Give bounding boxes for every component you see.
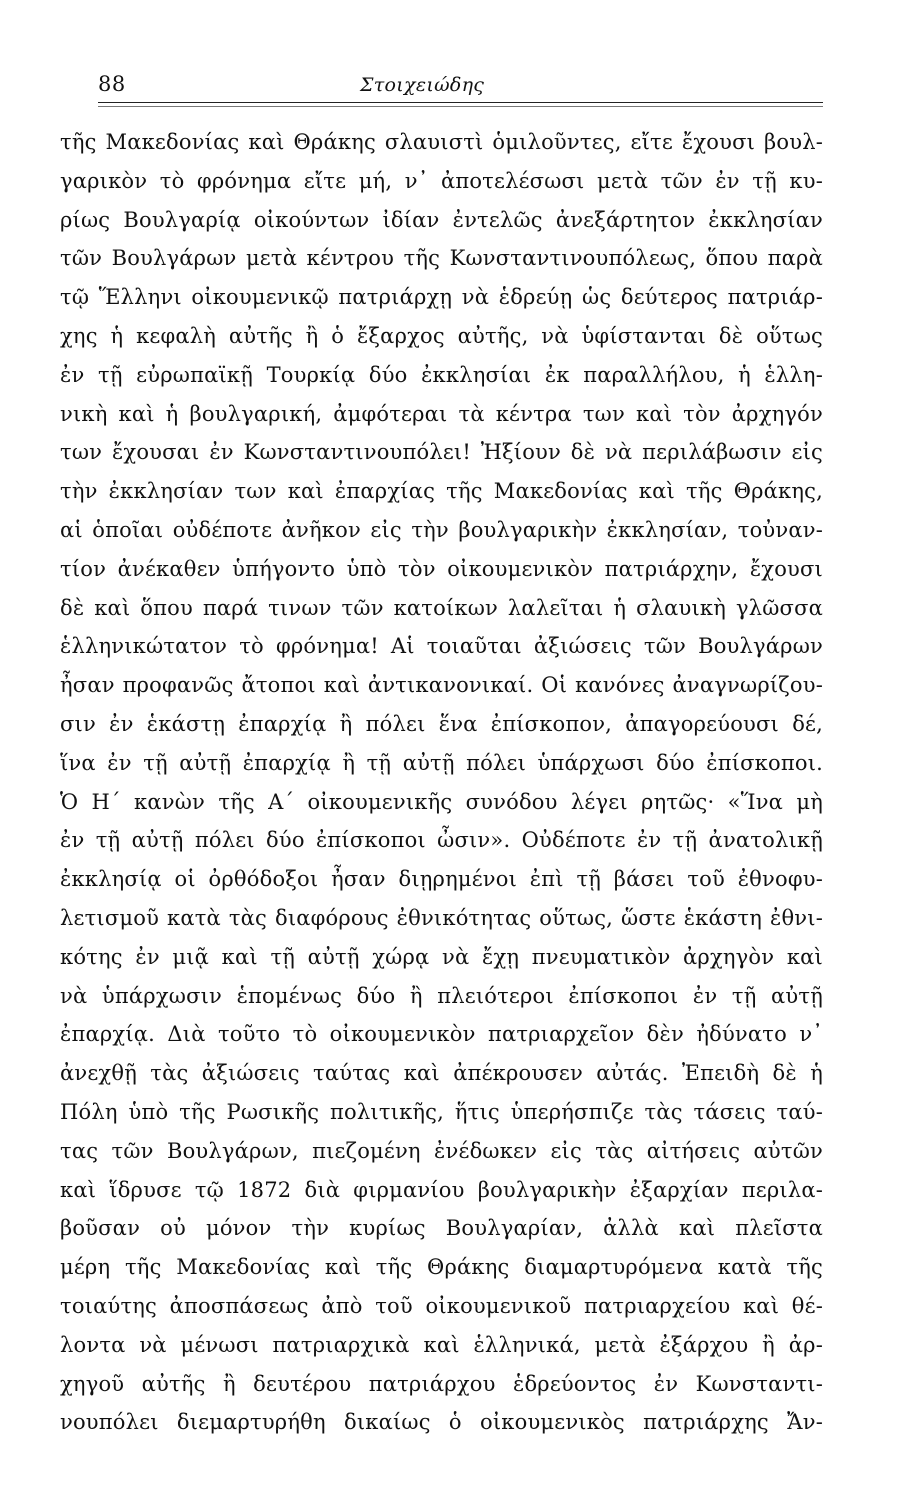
header-rule xyxy=(98,102,823,103)
text-line: βοῦσαν οὐ μόνον τὴν κυρίως Βουλγαρίαν, ἀλλὰ καὶ πλεῖστα xyxy=(60,1216,823,1241)
text-line: τας τῶν Βουλγάρων, πιεζομένη ἐνέδωκεν εἰς τὰς αἰτήσεις αὐτῶν xyxy=(60,1138,823,1163)
text-line: Ὁ Η´ κανὼν τῆς Α´ οἰκουμενικῆς συνόδου λέγει ρητῶς· «Ἵνα μὴ xyxy=(60,789,823,814)
text-line: νουπόλει διεμαρτυρήθη δικαίως ὁ οἰκουμενικὸς πατριάρχης Ἄν- xyxy=(60,1410,823,1435)
text-line: ἑλληνικώτατον τὸ φρόνημα! Αἱ τοιαῦται ἀξιώσεις τῶν Βουλγάρων xyxy=(60,634,823,659)
text-line: μέρη τῆς Μακεδονίας καὶ τῆς Θράκης διαμαρτυρόμενα κατὰ τῆς xyxy=(60,1255,823,1280)
text-line: χηγοῦ αὐτῆς ἢ δευτέρου πατριάρχου ἑδρεύοντος ἐν Κωνσταντι- xyxy=(60,1371,823,1396)
text-line: λοντα νὰ μένωσι πατριαρχικὰ καὶ ἑλληνικά, μετὰ ἐξάρχου ἢ ἀρ- xyxy=(60,1332,823,1357)
text-line: ἀνεχθῇ τὰς ἀξιώσεις ταύτας καὶ ἀπέκρουσεν αὐτάς. Ἐπειδὴ δὲ ἡ xyxy=(60,1061,823,1086)
header-rule-thin xyxy=(98,106,823,107)
text-line: τῆς Μακεδονίας καὶ Θράκης σλαυιστὶ ὁμιλοῦντες, εἴτε ἔχουσι βουλ- xyxy=(60,130,823,154)
text-line: τίον ἀνέκαθεν ὑπήγοντο ὑπὸ τὸν οἰκουμενικὸν πατριάρχην, ἔχουσι xyxy=(60,556,823,581)
text-line: αἱ ὁποῖαι οὐδέποτε ἀνῆκον εἰς τὴν βουλγαρικὴν ἐκκλησίαν, τοὐναν- xyxy=(60,517,823,542)
text-line: γαρικὸν τὸ φρόνημα εἴτε μή, ν᾽ ἀποτελέσωσι μετὰ τῶν ἐν τῇ κυ- xyxy=(60,168,823,193)
text-line: τὴν ἐκκλησίαν των καὶ ἐπαρχίας τῆς Μακεδονίας καὶ τῆς Θράκης, xyxy=(60,479,823,504)
text-line: τῷ Ἕλληνι οἰκουμενικῷ πατριάρχῃ νὰ ἑδρεύῃ ὡς δεύτερος πατριάρ- xyxy=(60,285,823,310)
text-line: ἵνα ἐν τῇ αὐτῇ ἐπαρχίᾳ ἢ τῇ αὐτῇ πόλει ὑπάρχωσι δύο ἐπίσκοποι. xyxy=(60,750,823,775)
text-line: ἐν τῇ αὐτῇ πόλει δύο ἐπίσκοποι ὦσιν». Οὐδέποτε ἐν τῇ ἀνατολικῇ xyxy=(60,828,823,853)
page-header xyxy=(98,70,823,102)
text-line: λετισμοῦ κατὰ τὰς διαφόρους ἐθνικότητας οὕτως, ὥστε ἑκάστη ἐθνι- xyxy=(60,905,823,930)
text-line: ἦσαν προφανῶς ἄτοποι καὶ ἀντικανονικαί. Οἱ κανόνες ἀναγνωρίζου- xyxy=(60,673,823,698)
page-number: 88 xyxy=(98,72,126,96)
text-line: ἐν τῇ εὐρωπαϊκῇ Τουρκίᾳ δύο ἐκκλησίαι ἐκ παραλλήλου, ἡ ἑλλη- xyxy=(60,362,823,387)
text-line: τῶν Βουλγάρων μετὰ κέντρου τῆς Κωνσταντινουπόλεως, ὅπου παρὰ xyxy=(60,246,823,271)
text-line: καὶ ἵδρυσε τῷ 1872 διὰ φιρμανίου βουλγαρικὴν ἐξαρχίαν περιλα- xyxy=(60,1177,823,1202)
running-head: Στοιχειώδης xyxy=(360,74,485,96)
text-line: ρίως Βουλγαρίᾳ οἰκούντων ἰδίαν ἐντελῶς ἀνεξάρτητον ἐκκλησίαν xyxy=(60,207,823,232)
text-line: νὰ ὑπάρχωσιν ἑπομένως δύο ἢ πλειότεροι ἐπίσκοποι ἐν τῇ αὐτῇ xyxy=(60,983,823,1008)
text-line: τοιαύτης ἀποσπάσεως ἀπὸ τοῦ οἰκουμενικοῦ πατριαρχείου καὶ θέ- xyxy=(60,1293,823,1318)
text-line: σιν ἐν ἑκάστῃ ἐπαρχίᾳ ἢ πόλει ἕνα ἐπίσκοπον, ἀπαγορεύουσι δέ, xyxy=(60,711,823,736)
text-line: Πόλη ὑπὸ τῆς Ρωσικῆς πολιτικῆς, ἥτις ὑπερήσπιζε τὰς τάσεις ταύ- xyxy=(60,1099,823,1124)
text-line: δὲ καὶ ὅπου παρά τινων τῶν κατοίκων λαλεῖται ἡ σλαυικὴ γλῶσσα xyxy=(60,595,823,620)
text-line: των ἔχουσαι ἐν Κωνσταντινουπόλει! Ἠξίουν δὲ νὰ περιλάβωσιν εἰς xyxy=(60,440,823,465)
text-line: νικὴ καὶ ἡ βουλγαρική, ἀμφότεραι τὰ κέντρα των καὶ τὸν ἀρχηγόν xyxy=(60,401,823,426)
text-line: ἐκκλησίᾳ οἱ ὀρθόδοξοι ἦσαν διῃρημένοι ἐπὶ τῇ βάσει τοῦ ἐθνοφυ- xyxy=(60,867,823,892)
body-text xyxy=(60,123,823,1442)
text-line: κότης ἐν μιᾷ καὶ τῇ αὐτῇ χώρᾳ νὰ ἔχῃ πνευματικὸν ἀρχηγὸν καὶ xyxy=(60,944,823,969)
text-line: χης ἡ κεφαλὴ αὐτῆς ἢ ὁ ἔξαρχος αὐτῆς, νὰ ὑφίστανται δὲ οὕτως xyxy=(60,323,823,348)
text-line: ἐπαρχίᾳ. Διὰ τοῦτο τὸ οἰκουμενικὸν πατριαρχεῖον δὲν ἠδύνατο ν᾽ xyxy=(60,1022,823,1047)
